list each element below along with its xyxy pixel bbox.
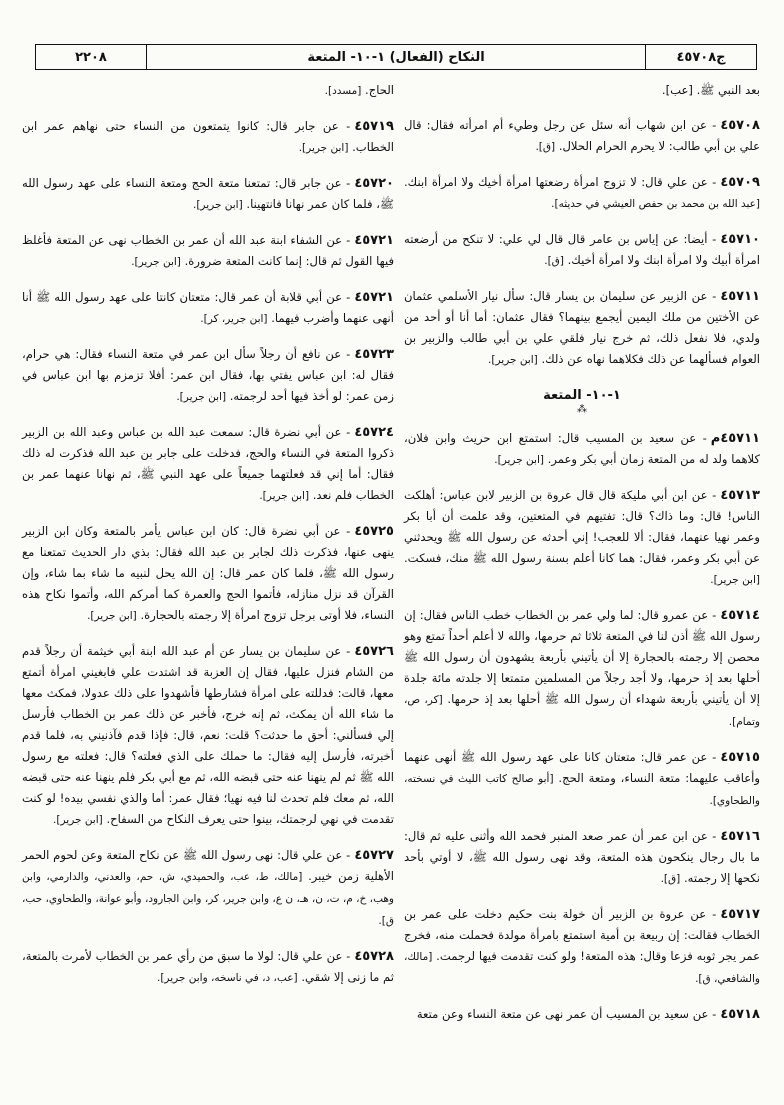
hadith-source: [أبو صالح كاتب الليث في نسخته، والطحاوي].: [404, 773, 760, 807]
hadith-text: - عن جابر قال: تمتعنا متعة الحج ومتعة النساء على عهد رسول الله ﷺ، فلما كان عمر نهانا فانتهينا.: [22, 176, 394, 211]
hadith-number: ٤٥٧١٤: [720, 608, 760, 623]
continuation-text: [22, 80, 394, 102]
hadith-text: - عن عمر قال: متعتان كانا على عهد رسول الله ﷺ أنهى عنهما وأعاقب عليهما: متعة النساء، ومتعة الحج.: [404, 750, 760, 785]
hadith-entry: [404, 485, 760, 591]
hadith-source: [ق].: [544, 255, 564, 267]
hadith-entry: [404, 826, 760, 890]
hadith-text: - عن أبي نضرة قال: كان ابن عباس يأمر بالمتعة وكان ابن الزبير ينهى عنها، فذكرت ذلك لجابر بن عبد الله فقال: بذي دار الحديث تمتعنا مع رسول الله ﷺ، فلما كان عمر قال: إن الله يحل لنبيه ما شاء بما شاء، وإن القرآن قد نزل منازله، فأتموا الحج والعمرة كما أمركم الله، وأتموا نكاح هذه النساء، فلا أوتى برجل تزوج امرأة إلا رجمته بالحجارة.: [22, 524, 394, 622]
hadith-text: - عن عمرو قال: لما ولي عمر بن الخطاب خطب الناس فقال: إن رسول الله ﷺ أذن لنا في المتعة ثلاثا ثم حرمها، والله لا أعلم أحداً تمتع وهو محصن إلا رجمته بالحجارة إلا أن يأتيني بأربعة يشهدون أن رسول الله ﷺ أحلها بعد إذ حرمها، ولا أجد رجلاً من المسلمين متمتعا إلا جلدته مائة جلدة إلا أن يأتيني بأربعة شهداء أن رسول الله ﷺ أحلها بعد إذ حرمها.: [404, 608, 761, 706]
hadith-number: ٤٥٧١٨: [720, 1007, 760, 1022]
hadith-source: [ابن جرير].: [176, 391, 227, 403]
hadith-text: - عن أبي نضرة قال: سمعت عبد الله بن عباس وعبد الله بن الزبير ذكروا المتعة في النساء والحج، فدخلت على جابر بن عبد الله فذكرت له ذلك فقال: أما إني قد فعلتهما جميعاً على عهد النبي ﷺ، ثم نهانا عنهما عمر بن الخطاب فلم نعد.: [22, 425, 394, 502]
hadith-source: [مالك، ط، عب، والحميدي، ش، حم، والعدني، والدارمي، وابن وهب، خ، م، ت، ن، هـ، ن ع، وابن جرير، كر، وابن الجارود، وأبو عوانة، والطحاوي، حب، ق].: [22, 871, 394, 927]
hadith-source: [مالك، والشافعي، ق].: [404, 951, 760, 985]
hadith-text: - عن ابن عمر أن عمر صعد المنبر فحمد الله وأثنى عليه ثم قال: ما بال رجال ينكحون هذه المتعة، وقد نهى رسول الله ﷺ، لا أوتي بأحد نكحها إلا رجمته.: [404, 829, 760, 885]
hadith-source: [ابن جرير].: [193, 199, 243, 211]
hadith-entry: [22, 641, 394, 831]
hadith-number: ٤٥٧١٩: [354, 119, 394, 134]
ornament-icon: ⁂: [577, 404, 587, 415]
hadith-number: ٤٥٧٠٨: [720, 118, 760, 133]
hadith-text: - عن جابر قال: كانوا يتمتعون من النساء حتى نهاهم عمر ابن الخطاب.: [22, 119, 394, 154]
hadith-source: [ق].: [660, 873, 681, 885]
hadith-entry: [404, 605, 760, 733]
entries: [22, 116, 394, 989]
hadith-text: - عن الشفاء ابنة عبد الله أن عمر بن الخطاب نهى عن المتعة فأغلظ فيها القول ثم قال: إنما كانت المتعة ضرورة.: [22, 233, 394, 268]
hadith-number: ٤٥٧٢٧: [354, 848, 394, 863]
page-header: [35, 44, 757, 70]
hadith-number: ٤٥٧٠٩: [720, 175, 760, 190]
hadith-source: [ابن جرير].: [53, 814, 103, 826]
hadith-source: [ابن جرير].: [488, 354, 538, 366]
continuation-source: [مسدد].: [324, 85, 362, 97]
hadith-number: ٤٥٧٢٣: [354, 347, 394, 362]
hadith-number: ٤٥٧٢١: [354, 290, 394, 305]
hadith-text: - عن ابن شهاب أنه سئل عن رجل وطيء أم امرأته فقال: قال علي بن أبي طالب: لا يحرم الحرام الحلال.: [404, 118, 760, 153]
section-title: ١-١٠- المتعة: [543, 388, 621, 403]
hadith-entry: [22, 946, 394, 989]
left-column: [22, 80, 394, 1003]
hadith-entry: [404, 286, 760, 371]
hadith-number: ٤٥٧٢٤: [354, 425, 394, 440]
section-heading: [404, 385, 760, 414]
hadith-entry: [22, 521, 394, 627]
hadith-text: - عن ابن أبي مليكة قال قال عروة بن الزبير لابن عباس: أهلكت الناس! قال: وما ذاك؟ قال: تفتيهم في المتعتين، وقد علمت أن أبا بكر وعمر نهيا عنهما، فقال: ألا للعجب! إني أحدثه عن رسول الله ﷺ ويحدثني عن أبي بكر وعمر، فقال: هما كانا أعلم بسنة رسول الله ﷺ منك، فسكت.: [404, 488, 760, 565]
hadith-text: - عن سعيد بن المسيب قال: استمتع ابن حريث وابن فلان، كلاهما ولد له من المتعة زمان أبي بكر وعمر.: [404, 431, 760, 466]
hadith-number: ٤٥٧٢٠: [354, 176, 394, 191]
hadith-text: - عن علي قال: لولا ما سبق من رأي عمر بن الخطاب لأمرت بالمتعة، ثم ما زنى إلا شقي.: [22, 949, 394, 984]
hadith-text: - عن علي قال: نهى رسول الله ﷺ عن نكاح المتعة وعن لحوم الحمر الأهلية زمن خيبر.: [22, 848, 394, 883]
hadith-entry: [404, 428, 760, 471]
page-number: ٢٢٠٨: [75, 49, 107, 65]
hadith-source: [ابن جرير].: [131, 256, 181, 268]
hadith-text: - عن سعيد بن المسيب أن عمر نهى عن متعة النساء وعن متعة: [416, 1007, 717, 1021]
hadith-entry: [404, 904, 760, 990]
running-title: النكاح (الفعال) ١-١٠- المتعة: [146, 45, 645, 69]
continuation-body: الحاج.: [365, 83, 394, 97]
hadith-number: ٤٥٧١٣: [720, 488, 760, 503]
hadith-source: [ابن جرير].: [494, 454, 544, 466]
hadith-entry: [22, 230, 394, 273]
hadith-number: ٤٥٧٢٥: [354, 524, 394, 539]
hadith-entry: [404, 172, 760, 215]
hadith-entry: [22, 845, 394, 932]
hadith-source: [عبد الله بن محمد بن حفص العيشي في حديثه].: [551, 198, 760, 210]
hadith-number: ٤٥٧١٦: [720, 829, 760, 844]
hadith-source: [ابن جرير].: [259, 490, 310, 502]
hadith-number: ٤٥٧١١م: [710, 431, 760, 446]
hadith-entry: [22, 422, 394, 507]
hadith-source: [ابن جرير].: [87, 610, 137, 622]
hadith-entry: [22, 344, 394, 408]
hadith-entry: [404, 115, 760, 158]
entries-after-section: [404, 428, 760, 1025]
hadith-entry: [404, 1004, 760, 1025]
hadith-entry: [404, 229, 760, 272]
hadith-entry: [22, 173, 394, 216]
hadith-number: ٤٥٧١٠: [720, 232, 760, 247]
hadith-entry: [22, 287, 394, 330]
hadith-entry: [22, 116, 394, 159]
hadith-number: ٤٥٧١١: [720, 289, 760, 304]
right-column: [404, 80, 760, 1039]
hadith-number: ٤٥٧٢٦: [354, 644, 394, 659]
hadith-text: - عن أبي قلابة أن عمر قال: متعتان كانتا على عهد رسول الله ﷺ أنا أنهى عنهما وأضرب فيهما.: [22, 290, 394, 325]
hadith-number: ٤٥٧٢١: [354, 233, 394, 248]
hadith-source: [ابن جرير].: [710, 574, 760, 586]
continuation-text: بعد النبي ﷺ. [عب].: [661, 83, 760, 97]
hadith-number: ٤٥٧١٧: [720, 907, 760, 922]
hadith-source: [ابن جرير، كر].: [200, 313, 268, 325]
hadith-text: - عن علي قال: لا تزوج امرأة رضعتها امرأة أخيك ولا امرأة ابنك.: [404, 175, 717, 189]
entries-before-section: [404, 115, 760, 371]
hadith-number: ٤٥٧٢٨: [354, 949, 394, 964]
hadith-source: [ابن جرير].: [298, 142, 349, 154]
hadith-text: - عن نافع أن رجلاً سأل ابن عمر في متعة النساء فقال: هي حرام، فقال له: ابن عباس يفتي بها، فقال ابن عمر: أفلا تزمزم بها ابن عباس في زمن عمر: لو أخذ فيها أحد لرجمته.: [22, 347, 394, 403]
hadith-number: ٤٥٧١٥: [720, 750, 760, 765]
hadith-source: [ق].: [535, 141, 556, 153]
hadith-source: [عب، د، في ناسخه، وابن جرير].: [156, 972, 298, 984]
hadith-text: - أيضا: عن إياس بن عامر قال قال لي علي: لا تنكح من أرضعته امرأة أبيك ولا امرأة ابنك ولا امرأة أخيك.: [404, 232, 760, 267]
hadith-text: - عن سليمان بن يسار عن أم عبد الله ابنة أبي خيثمة أن رجلاً قدم من الشام فنزل عليها، فقال إن العزبة قد اشتدت علي فابغيني امرأة أتمتع معها، قالت: فدللته على امرأة فشارطها فأشهدوا على ذلك عدولا، فمكث معها ما شاء الله أن يمكث، ثم إنه خرج، فأخبر عن ذلك عمر بن الخطاب فأرسل إلي فسألني: أحق ما حدثت؟ قلت: نعم، قال: فإذا قدم فآذنيني به، فلما قدم أخبرته، فأرسل إليه فقال: ما حملك على الذي فعلته؟ قال: فعلته مع رسول الله ﷺ ثم لم ينهنا عنه حتى قبضه الله، ثم مع أبي بكر فلم ينهنا عنه حتى قبضه الله، ثم معك فلم تحدث لنا فيه نهيا؛ فقال عمر: أما والذي نفسي بيده! لو كنت تقدمت في نهي لرجمتك، بينوا حتى يعرف النكاح من السفاح.: [22, 644, 394, 826]
hadith-entry: [404, 747, 760, 812]
hadith-text: - عن الزبير عن سليمان بن يسار قال: سأل نيار الأسلمي عثمان عن الأختين من ملك اليمين أيجمع بينهما؟ فقال عثمان: أما أنا أو أحد من ولدي، فلا نفعل ذلك، ثم خرج نيار فلقي علي بن أبي طالب والزبير بن العوام فسألهما عن ذلك فكلاهما نهاه عن ذلك.: [404, 289, 760, 366]
hadith-text: - عن عروة بن الزبير أن خولة بنت حكيم دخلت على عمر بن الخطاب فقالت: إن ربيعة بن أمية استمتع بامرأة مولدة فحملت منه، فخرج عمر يجر ثوبه فزعا وقال: هذه المتعة! ولو كنت تقدمت فيها لرجمت.: [404, 907, 760, 963]
page-ref: ج٤٥٧٠٨: [645, 45, 756, 69]
hadith-source: [كر، ص، وتمام].: [404, 694, 760, 728]
